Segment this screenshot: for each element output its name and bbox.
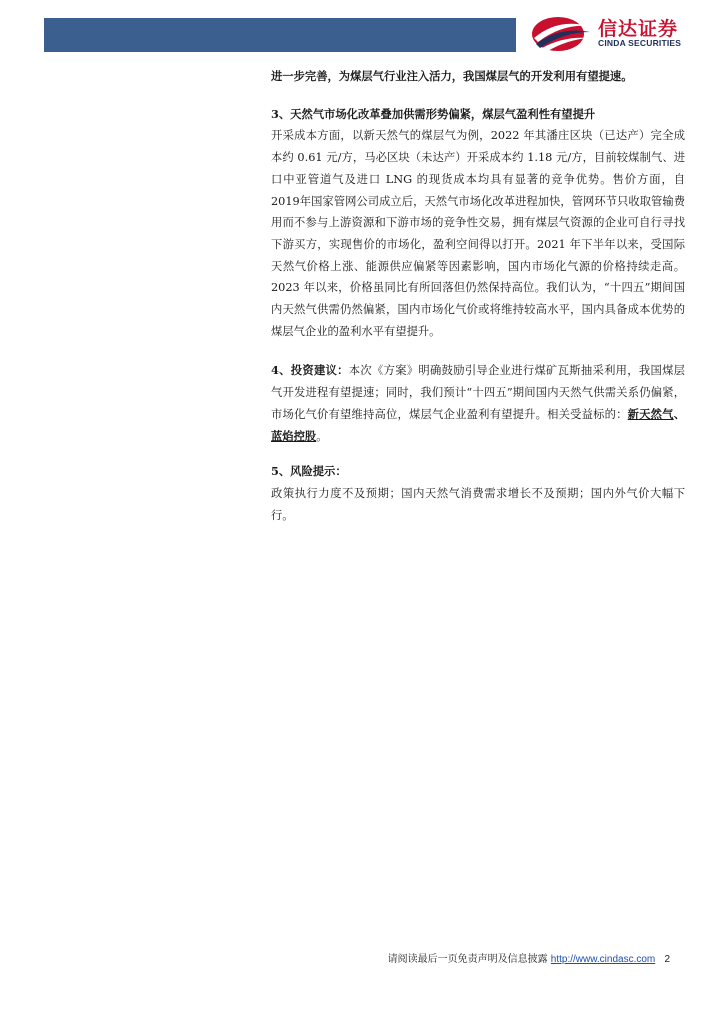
intro-paragraph: 进一步完善，为煤层气行业注入活力，我国煤层气的开发利用有望提速。 [271,69,633,83]
stock-xintian-gas: 新天然气 [627,406,674,421]
section-3-title: 3、天然气市场化改革叠加供需形势偏紧，煤层气盈利性有望提升 [271,106,596,121]
cindasc-link[interactable]: http://www.cindasc.com [550,954,656,965]
section-4-end: 。 [316,429,328,443]
section-3-text: 开采成本方面，以新天然气的煤层气为例，2022 年其潘庄区块（已达产）完全成本约 0.61 元/方，马必区块（未达产）开采成本约 1.18 元/方，目前较煤制气、进口中亚管道气及进口 LNG 的现货成本均具有显著的竞争优势。售价方面，自 2019年国家管网公司成立后，天然气市场化改革进程加快，管网环节只收取管输费用而不参与上游资源和下游市场的竞争性交易，拥有煤层气资源的企业可自行寻找下游买方，实现售价的市场化，盈利空间得以打开。2021 年下半年以来，受国际天然气价格上涨、能源供应偏紧等因素影响，国内市场化气源的价格持续走高。2023 年以来，价格虽同比有所回落但仍然保持高位。我们认为，“十四五”期间国内天然气供需仍然偏紧，国内市场化气价或将维持较高水平，国内具备成本优势的煤层气企业的盈利水平有望提升。 [271,129,685,338]
section-5-title: 5、风险提示： [271,464,347,479]
logo-english-text: CINDA SECURITIES [598,38,682,48]
header-band [44,18,516,52]
logo-chinese-text: 信达证券 [598,18,679,40]
section-5-text: 政策执行力度不及预期；国内天然气消费需求增长不及预期；国内外气价大幅下行。 [271,486,685,522]
report-body [271,66,685,526]
cinda-logo-icon [528,12,592,56]
section-4-text: 本次《方案》明确鼓励引导企业进行煤矿瓦斯抽采利用，我国煤层气开发进程有望提速；同时，我们预计“十四五”期间国内天然气供需关系仍偏紧，市场化气价有望维持高位，煤层气企业盈利有望提升。相关受益标的： [271,364,685,421]
stock-lanyan-holdings: 蓝焰控股 [271,428,317,443]
section-4-paragraph [271,360,685,447]
page-footer [388,950,670,965]
disclaimer-note: 请阅读最后一页免责声明及信息披露 [387,954,548,965]
stock-separator: 、 [673,406,685,421]
page-number: 2 [664,954,670,965]
cinda-logo [528,12,708,58]
section-4-title: 4、投资建议： [271,363,349,378]
